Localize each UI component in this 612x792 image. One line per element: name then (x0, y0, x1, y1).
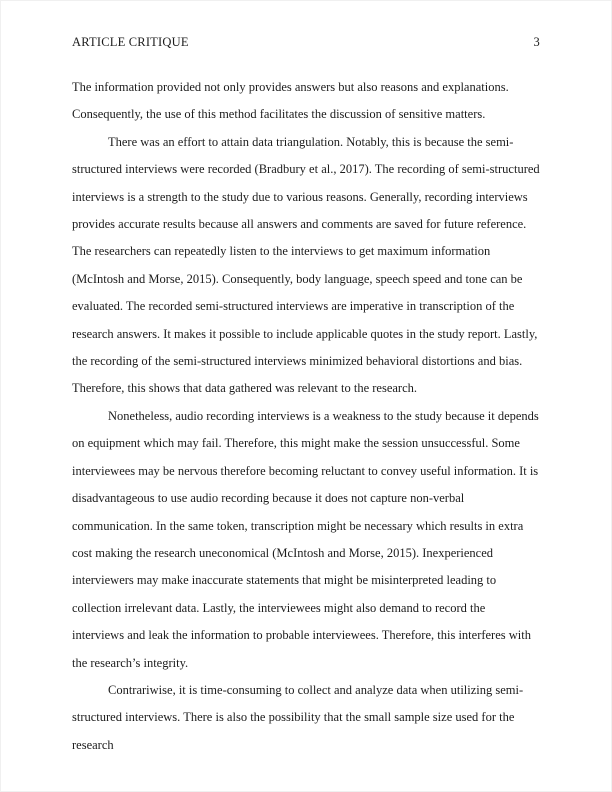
paragraph-triangulation: There was an effort to attain data triangulation. Notably, this is because the semi-structured interviews were recorded (Bradbury et al., 2017). The recording of semi-structured interviews is a strength to the study due to various reasons. Generally, recording interviews provides accurate results because all answers and comments are saved for future reference. The researchers can repeatedly listen to the interviews to get maximum information (McIntosh and Morse, 2015). Consequently, body language, speech speed and tone can be evaluated. The recorded semi-structured interviews are imperative in transcription of the research answers. It makes it possible to include applicable quotes in the study report. Lastly, the recording of the semi-structured interviews minimized behavioral distortions and bias. Therefore, this shows that data gathered was relevant to the research. (72, 134, 540, 396)
document-body (72, 74, 540, 759)
page-number: 3 (533, 35, 540, 49)
running-head-title: ARTICLE CRITIQUE (72, 35, 189, 49)
paragraph-weakness: Nonetheless, audio recording interviews is a weakness to the study because it depends on equipment which may fail. Therefore, this might make the session unsuccessful. Some interviewees may be nervous therefore becoming reluctant to convey useful information. It is disadvantageous to use audio recording because it does not capture non-verbal communication. In the same token, transcription might be necessary which results in extra cost making the research uneconomical (McIntosh and Morse, 2015). Inexperienced interviewers may make inaccurate statements that might be misinterpreted leading to collection irrelevant data. Lastly, the interviewees might also demand to record the interviews and leak the information to probable interviewees. Therefore, this interferes with the research’s integrity. (72, 408, 539, 670)
page-header (72, 35, 540, 50)
paragraph-contrariwise: Contrariwise, it is time-consuming to collect and analyze data when utilizing semi-structured interviews. There is also the possibility that the small sample size used for the research (72, 682, 524, 752)
paragraph-continuation: The information provided not only provides answers but also reasons and explanations. Consequently, the use of this method facilitates the discussion of sensitive matters. (72, 80, 509, 122)
